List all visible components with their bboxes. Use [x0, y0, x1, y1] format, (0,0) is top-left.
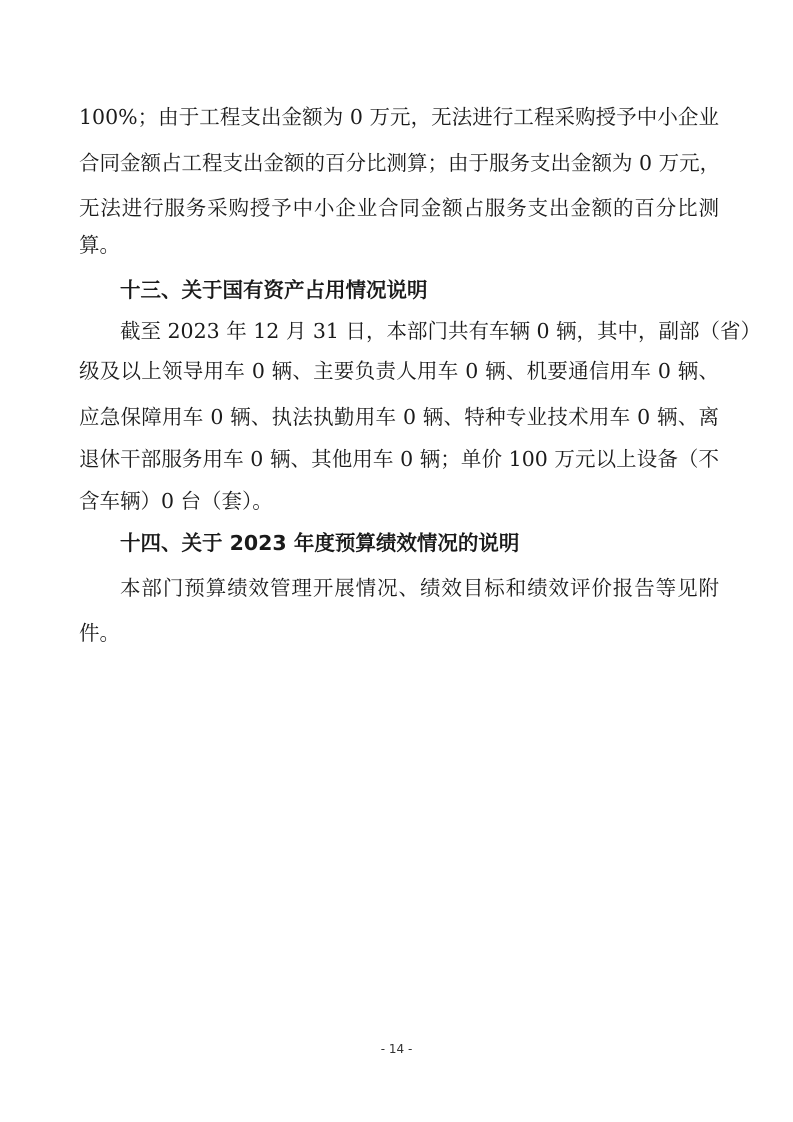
body-text-line: 本部门预算绩效管理开展情况、绩效目标和绩效评价报告等见附 — [120, 576, 719, 600]
body-text-line: 合同金额占工程支出金额的百分比测算；由于服务支出金额为 0 万元， — [79, 151, 721, 175]
body-text-line: 100%；由于工程支出金额为 0 万元，无法进行工程采购授予中小企业 — [79, 105, 719, 129]
section-heading: 十三、关于国有资产占用情况说明 — [120, 278, 428, 302]
body-text-line: 级及以上领导用车 0 辆、主要负责人用车 0 辆、机要通信用车 0 辆、 — [79, 359, 719, 383]
body-text-line: 截至 2023 年 12 月 31 日，本部门共有车辆 0 辆，其中，副部（省） — [120, 319, 762, 343]
body-text-line: 算。 — [79, 233, 120, 257]
body-text-line: 无法进行服务采购授予中小企业合同金额占服务支出金额的百分比测 — [79, 196, 719, 220]
section-heading: 十四、关于 2023 年度预算绩效情况的说明 — [120, 531, 520, 555]
body-text-line: 含车辆）0 台（套）。 — [79, 489, 273, 513]
body-text-line: 应急保障用车 0 辆、执法执勤用车 0 辆、特种专业技术用车 0 辆、离 — [79, 405, 719, 429]
page-number: - 14 - — [380, 1042, 413, 1056]
body-text-line: 退休干部服务用车 0 辆、其他用车 0 辆；单价 100 万元以上设备（不 — [79, 447, 719, 471]
body-text-line: 件。 — [79, 621, 120, 645]
